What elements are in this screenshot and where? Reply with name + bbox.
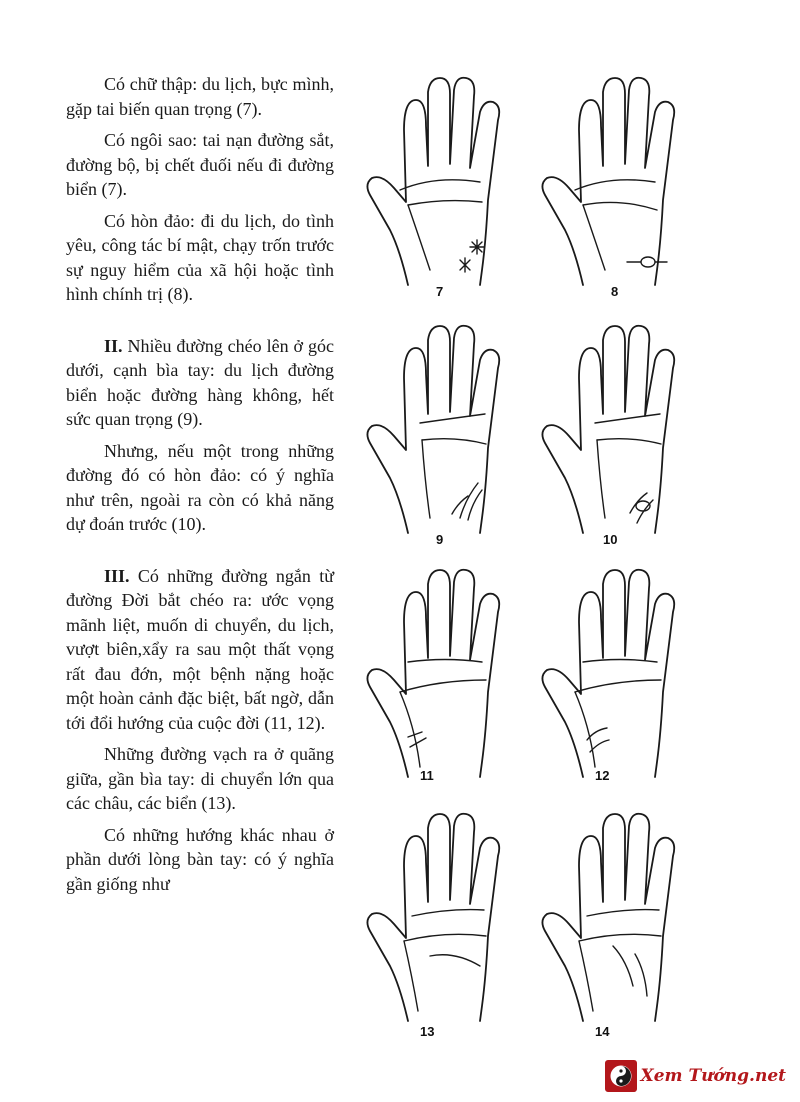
paragraph-island-prediction: Nhưng, nếu một trong những đường đó có hòn đảo: có ý nghĩa như trên, ngoài ra còn có khả năng dự đoán trước (10).	[66, 440, 334, 534]
paragraph-cross: Có chữ thập: du lịch, bực mình, gặp tai biến quan trọng (7).	[66, 74, 334, 119]
palm-drawing-8	[535, 70, 685, 302]
palm-drawing-13	[360, 806, 510, 1038]
section-number-ii: II.	[104, 335, 123, 356]
palm-drawing-12	[535, 562, 685, 794]
figure-label-7: 7	[436, 284, 444, 299]
site-watermark	[605, 1060, 786, 1092]
paragraph-island: Có hòn đảo: đi du lịch, do tình yêu, công tác bí mật, chạy trốn trước sự nguy hiểm của xã hội hoặc tình hình chính trị (8).	[66, 210, 334, 304]
palm-drawing-11	[360, 562, 510, 794]
section-iii-body: Có những đường ngắn từ đường Đời bắt chéo ra: ước vọng mãnh liệt, muốn di chuyển, du lịch, vượt biên,xẩy ra sau một thất vọng rất đau đớn, một bệnh nặng hoặc một hoàn cảnh đặc biệt, bất ngờ, dẫn tới đổi hướng của cuộc đời (11, 12).	[66, 565, 334, 733]
paragraph-star: Có ngôi sao: tai nạn đường sắt, đường bộ, bị chết đuối nếu đi đường biển (7).	[66, 130, 334, 199]
paragraph-lower-palm: Có những hướng khác nhau ở phần dưới lòng bàn tay: có ý nghĩa gần giống như	[66, 824, 334, 894]
figure-label-14: 14	[595, 1024, 610, 1039]
figure-label-11: 11	[420, 768, 434, 783]
yin-yang-icon	[605, 1060, 637, 1092]
hand-figure-8	[535, 70, 685, 302]
hand-figure-9	[360, 318, 510, 550]
paragraph-section-iii	[66, 564, 334, 736]
figure-label-10: 10	[603, 532, 618, 547]
section-number-iii: III.	[104, 565, 130, 586]
hand-figures	[360, 70, 690, 1040]
figure-label-12: 12	[595, 768, 610, 783]
palm-drawing-7	[360, 70, 510, 302]
palm-drawing-9	[360, 318, 510, 550]
palm-drawing-14	[535, 806, 685, 1038]
hand-figure-10	[535, 318, 685, 550]
figure-label-9: 9	[436, 532, 444, 547]
hand-figure-7	[360, 70, 510, 302]
hand-figure-14	[535, 806, 685, 1038]
hand-figure-12	[535, 562, 685, 794]
figure-label-8: 8	[611, 284, 619, 299]
watermark-text: Xem Tướng.net	[640, 1066, 786, 1086]
text-column	[66, 72, 334, 903]
palm-drawing-10	[535, 318, 685, 550]
hand-figure-11	[360, 562, 510, 794]
paragraph-middle-lines: Những đường vạch ra ở quãng giữa, gần bìa tay: di chuyển lớn qua các châu, các biển (13).	[66, 744, 334, 813]
figure-label-13: 13	[420, 1024, 435, 1039]
section-ii-body: Nhiều đường chéo lên ở góc dưới, cạnh bìa tay: du lịch đường biển hoặc đường hàng không, hết sức quan trọng (9).	[66, 335, 334, 429]
paragraph-section-ii	[66, 334, 334, 432]
hand-figure-13	[360, 806, 510, 1038]
